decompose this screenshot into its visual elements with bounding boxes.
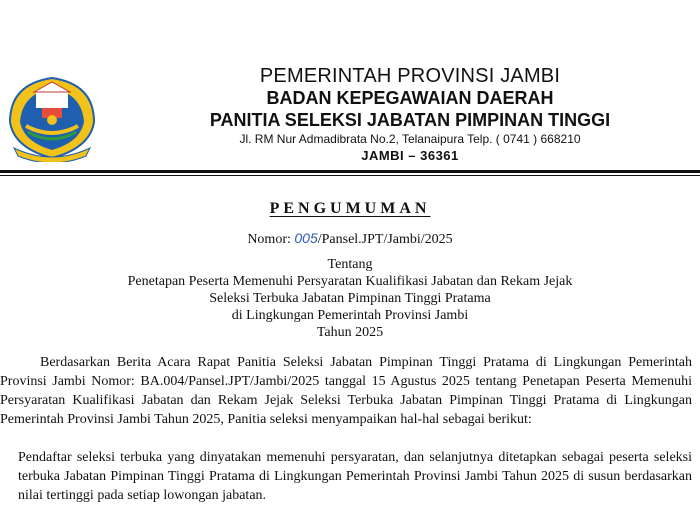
subject-line: Penetapan Peserta Memenuhi Persyaratan Kualifikasi Jabatan dan Rekam Jejak	[127, 274, 573, 289]
announcement-number	[0, 230, 700, 248]
list-item-text: Pendaftar seleksi terbuka yang dinyatakan memenuhi persyaratan, dan selanjutnya ditetapkan sebagai peserta seleksi terbuka Jabatan Pimpinan Tinggi Pratama di Lingkungan Pemerintah Provinsi Jambi Tahun 2025 di susun berdasarkan nilai tertinggi pada setiap lowongan jabatan.	[18, 450, 692, 503]
subject-line: Tahun 2025	[316, 325, 384, 340]
number-prefix: Nomor:	[247, 232, 295, 247]
subject-line: Seleksi Terbuka Jabatan Pimpinan Tinggi Pratama	[209, 291, 491, 306]
address-line: Jl. RM Nur Admadibrata No.2, Telanaipura Telp. ( 0741 ) 668210	[239, 132, 581, 146]
list-item	[0, 448, 692, 505]
agency-name: BADAN KEPEGAWAIAN DAERAH	[266, 88, 554, 108]
city-postal-code: JAMBI – 36361	[361, 148, 459, 163]
number-value: 005	[294, 230, 318, 246]
jambi-province-emblem-icon	[6, 70, 98, 162]
subject-line: di Lingkungan Pemerintah Provinsi Jambi	[231, 308, 469, 323]
paragraph-text: Berdasarkan Berita Acara Rapat Panitia Seleksi Jabatan Pimpinan Tinggi Pratama di Lingkungan Pemerintah Provinsi Jambi Nomor: BA.004/Pansel.JPT/Jambi/2025 tanggal 15 Agustus 2025 tentang Penetapan Peserta Memenuhi Persyaratan Kualifikasi Jabatan dan Rekam Jejak Seleksi Terbuka Jabatan Pimpinan Tinggi Pratama di Lingkungan Pemerintah Provinsi Jambi Tahun 2025, Panitia seleksi menyampaikan hal-hal sebagai berikut:	[0, 355, 692, 427]
announcement-title: PENGUMUMAN	[269, 200, 431, 217]
letterhead-text	[150, 64, 670, 165]
about-label: Tentang	[327, 257, 373, 272]
letterhead-divider-thin	[0, 175, 700, 176]
body-paragraph	[0, 353, 692, 429]
letterhead-divider-thick	[0, 170, 700, 173]
letterhead	[0, 0, 700, 180]
number-suffix: /Pansel.JPT/Jambi/2025	[317, 232, 453, 247]
government-name: PEMERINTAH PROVINSI JAMBI	[259, 65, 561, 87]
announcement-subject	[0, 273, 700, 341]
committee-name: PANITIA SELEKSI JABATAN PIMPINAN TINGGI	[209, 110, 611, 130]
